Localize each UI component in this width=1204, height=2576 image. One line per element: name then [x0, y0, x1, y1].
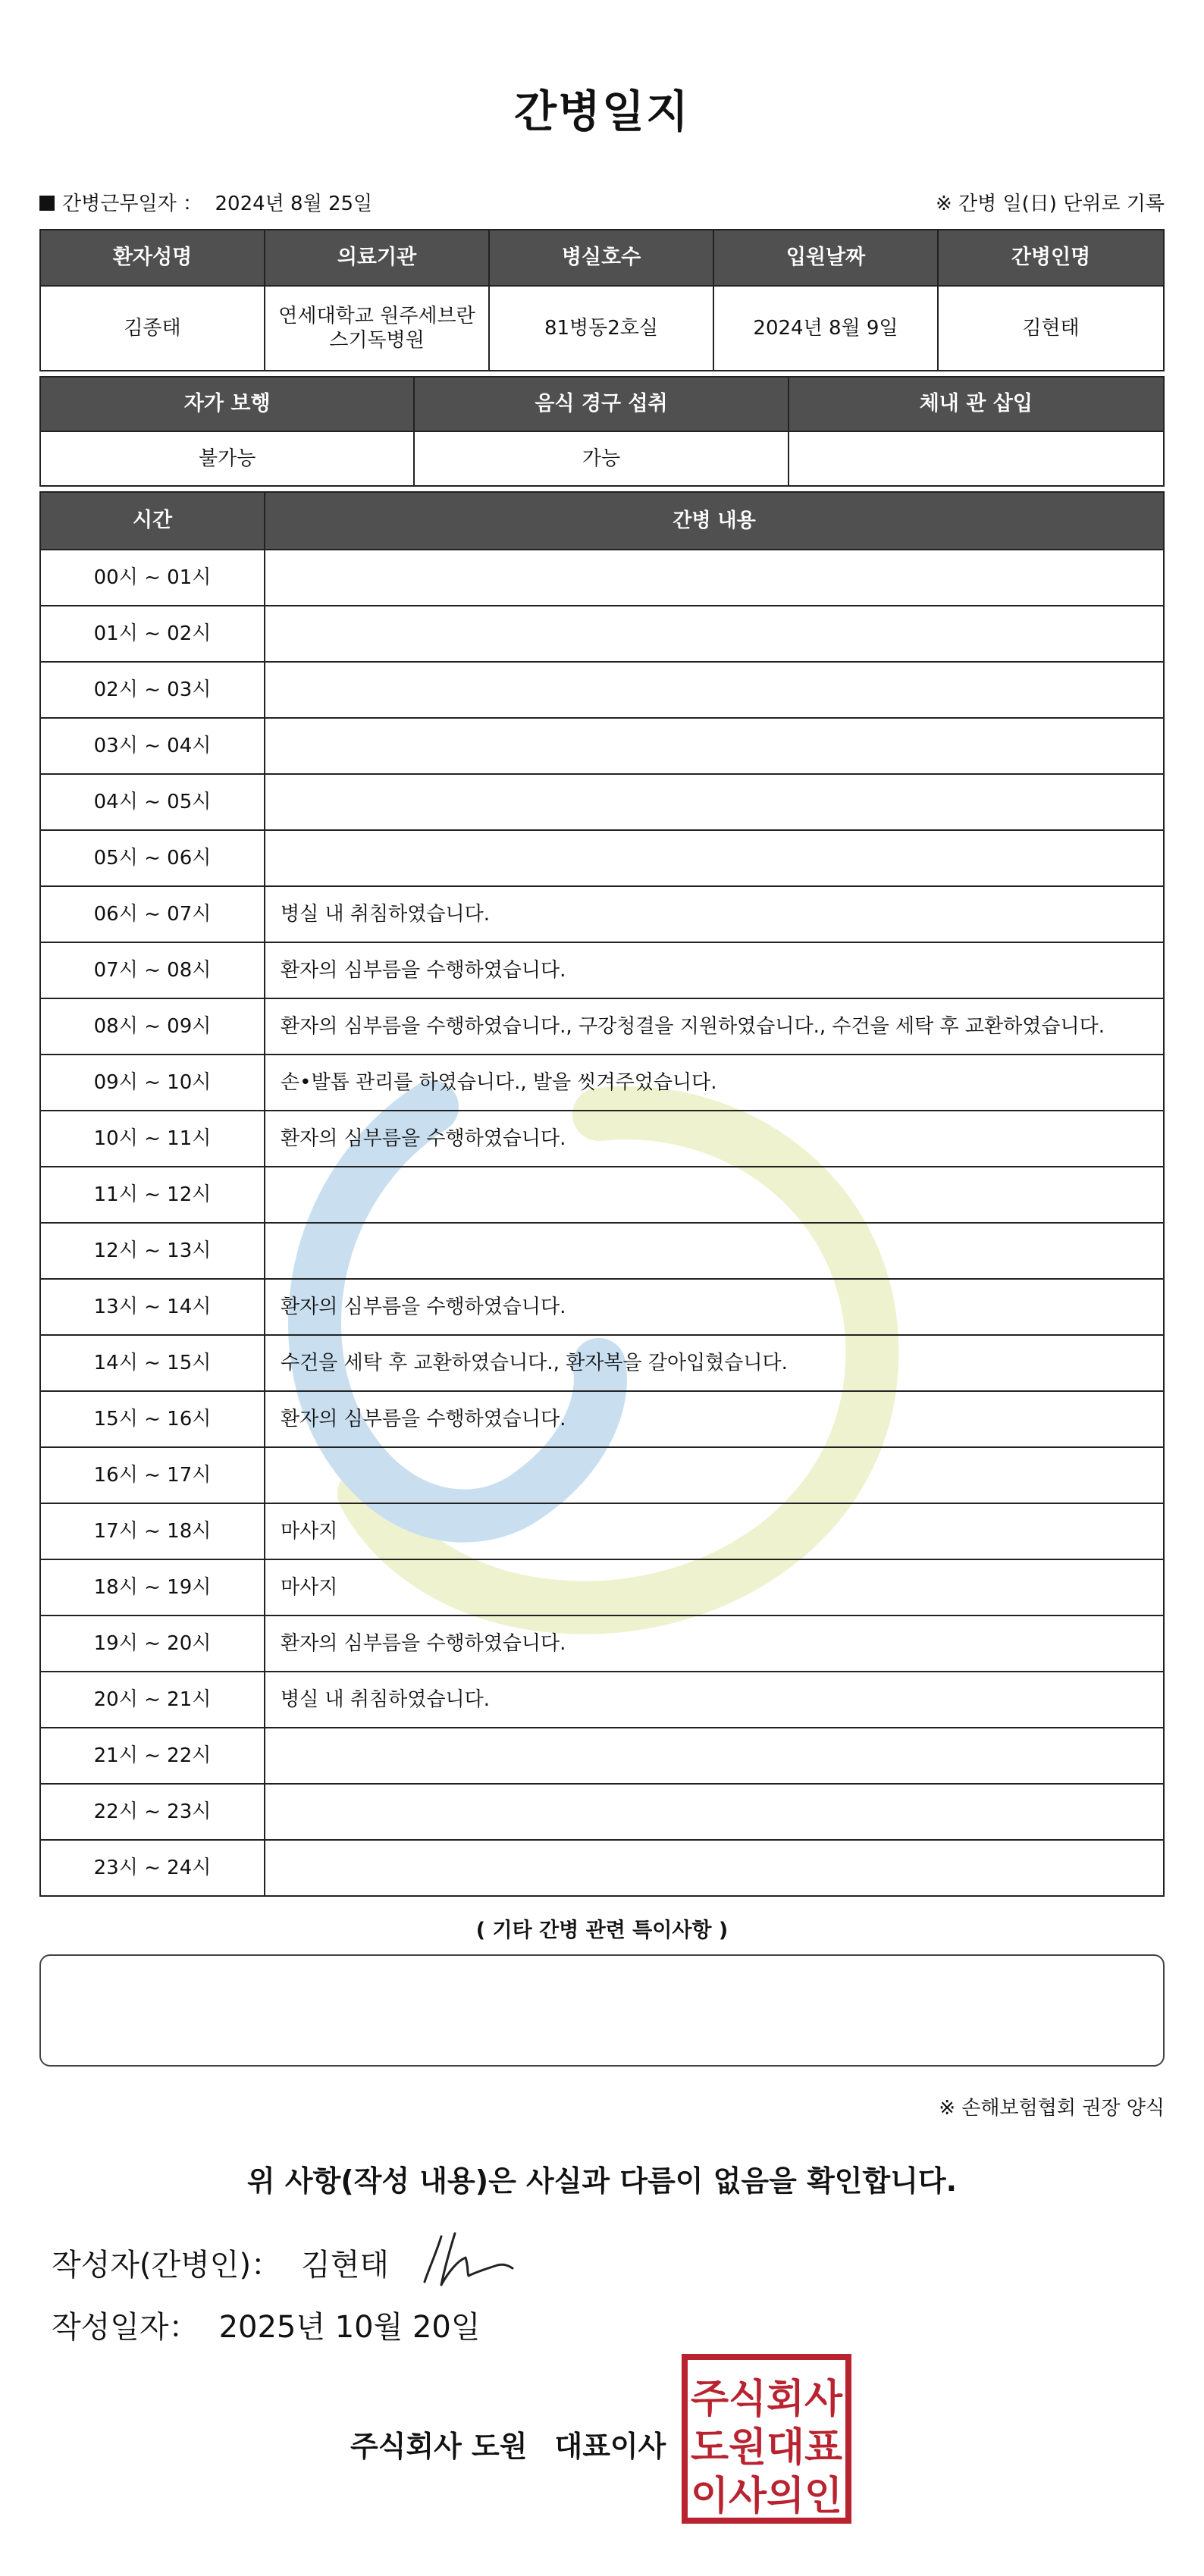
- special-notes-box: [39, 1954, 1165, 2067]
- log-content-cell: 환자의 심부름을 수행하였습니다.: [281, 1127, 566, 1150]
- log-content-cell: [265, 1167, 1163, 1222]
- written-date-line: [52, 2303, 481, 2346]
- log-content-cell: 환자의 심부름을 수행하였습니다., 구강청결을 지원하였습니다., 수건을 세탁 후 교환하였습니다.: [281, 1014, 1105, 1038]
- log-row: [41, 1783, 1163, 1839]
- condition-value-row: [41, 431, 1163, 485]
- log-time-cell: 18시 ~ 19시: [41, 1560, 265, 1615]
- log-time-cell: 11시 ~ 12시: [41, 1167, 265, 1222]
- log-row: [41, 661, 1163, 717]
- company-seal-stamp: [681, 2353, 852, 2524]
- handwritten-signature: [419, 2221, 517, 2297]
- log-row: [41, 1390, 1163, 1446]
- log-row: [41, 1278, 1163, 1334]
- log-row: [41, 1559, 1163, 1615]
- log-row: [41, 829, 1163, 885]
- room-number: 81병동2호실: [490, 287, 714, 370]
- header-time: 시간: [41, 493, 265, 549]
- patient-condition-table: [39, 376, 1165, 487]
- log-content-cell: 손•발톱 관리를 하였습니다., 발을 씻겨주었습니다.: [281, 1070, 717, 1094]
- log-time-cell: 04시 ~ 05시: [41, 775, 265, 829]
- header-patient-name: 환자성명: [41, 230, 265, 285]
- log-content-cell: [265, 831, 1163, 885]
- company-signature-line: [350, 2423, 666, 2465]
- log-time-cell: 17시 ~ 18시: [41, 1504, 265, 1559]
- log-row: [41, 885, 1163, 942]
- header-admission-date: 입원날짜: [714, 230, 939, 285]
- log-row: [41, 998, 1163, 1054]
- confirmation-statement: 위 사항(작성 내용)은 사실과 다름이 없음을 확인합니다.: [246, 2164, 958, 2198]
- header-self-walking: 자가 보행: [41, 378, 415, 431]
- square-bullet-icon: [39, 196, 55, 211]
- log-row: [41, 942, 1163, 998]
- written-date-value: 2025년 10월 20일: [218, 2310, 481, 2345]
- document-title: 간병일지: [513, 86, 691, 137]
- medical-institution: 연세대학교 원주세브란스기독병원: [265, 287, 490, 370]
- log-row: [41, 1503, 1163, 1559]
- log-content-cell: 병실 내 취침하였습니다.: [281, 1688, 490, 1711]
- log-content-cell: [265, 1448, 1163, 1503]
- caregiver-name: 김현태: [1022, 316, 1080, 340]
- admission-date: 2024년 8월 9일: [714, 287, 939, 370]
- log-time-cell: 20시 ~ 21시: [41, 1672, 265, 1727]
- log-row: [41, 773, 1163, 829]
- header-care-content: 간병 내용: [265, 493, 1163, 549]
- log-time-cell: 07시 ~ 08시: [41, 943, 265, 998]
- log-content-cell: 환자의 심부름을 수행하였습니다.: [281, 1631, 566, 1655]
- log-header-row: [41, 493, 1163, 549]
- writer-name: 김현태: [301, 2248, 389, 2283]
- log-row: [41, 1222, 1163, 1278]
- log-time-cell: 13시 ~ 14시: [41, 1280, 265, 1334]
- log-row: [41, 1334, 1163, 1390]
- work-date-line: [39, 188, 372, 216]
- log-content-cell: 환자의 심부름을 수행하였습니다.: [281, 1407, 566, 1431]
- log-time-cell: 01시 ~ 02시: [41, 606, 265, 661]
- seal-text-line: 이사의인: [691, 2474, 842, 2519]
- self-walking-value: 불가능: [41, 432, 415, 485]
- log-content-cell: [265, 1728, 1163, 1783]
- log-content-cell: 병실 내 취침하였습니다.: [281, 902, 490, 926]
- log-time-cell: 21시 ~ 22시: [41, 1728, 265, 1783]
- log-content-cell: [265, 1841, 1163, 1895]
- log-time-cell: 19시 ~ 20시: [41, 1616, 265, 1671]
- record-unit-note: ※ 간병 일(日) 단위로 기록: [935, 193, 1165, 215]
- log-time-cell: 12시 ~ 13시: [41, 1224, 265, 1278]
- hourly-care-log-table: [39, 491, 1165, 1897]
- work-date-label: 간병근무일자 ：: [62, 193, 202, 215]
- log-content-cell: [265, 663, 1163, 717]
- log-time-cell: 14시 ~ 15시: [41, 1336, 265, 1390]
- log-content-cell: 마사지: [281, 1519, 338, 1543]
- log-time-cell: 00시 ~ 01시: [41, 550, 265, 605]
- oral-intake-value: 가능: [415, 432, 789, 485]
- patient-name: 김종태: [41, 287, 265, 370]
- seal-text-line: 도원대표: [691, 2425, 842, 2471]
- log-time-cell: 02시 ~ 03시: [41, 663, 265, 717]
- written-date-label: 작성일자：: [52, 2310, 199, 2345]
- log-row: [41, 1727, 1163, 1783]
- log-content-cell: [265, 1224, 1163, 1278]
- writer-label: 작성자(간병인)：: [52, 2248, 282, 2283]
- log-time-cell: 05시 ~ 06시: [41, 831, 265, 885]
- log-row: [41, 1166, 1163, 1222]
- log-row: [41, 605, 1163, 661]
- log-row: [41, 549, 1163, 605]
- header-medical-institution: 의료기관: [265, 230, 490, 285]
- log-row: [41, 1839, 1163, 1895]
- log-time-cell: 06시 ~ 07시: [41, 887, 265, 942]
- log-time-cell: 15시 ~ 16시: [41, 1392, 265, 1446]
- log-content-cell: [265, 606, 1163, 661]
- header-room-number: 병실호수: [490, 230, 714, 285]
- log-content-cell: [265, 550, 1163, 605]
- log-time-cell: 03시 ~ 04시: [41, 719, 265, 773]
- tube-insertion-value: [789, 432, 1163, 485]
- special-notes-title: ( 기타 간병 관련 특이사항 ): [475, 1919, 729, 1942]
- company-representative-title: 대표이사: [554, 2430, 666, 2463]
- log-row: [41, 1110, 1163, 1166]
- work-date-value: 2024년 8월 25일: [215, 193, 373, 215]
- header-tube-insertion: 체내 관 삽입: [789, 378, 1163, 431]
- writer-line: [52, 2241, 389, 2284]
- log-content-cell: 환자의 심부름을 수행하였습니다.: [281, 1295, 566, 1318]
- log-content-cell: [265, 775, 1163, 829]
- log-row: [41, 1054, 1163, 1110]
- log-time-cell: 16시 ~ 17시: [41, 1448, 265, 1503]
- header-caregiver-name: 간병인명: [939, 230, 1163, 285]
- log-time-cell: 22시 ~ 23시: [41, 1785, 265, 1839]
- log-content-cell: 환자의 심부름을 수행하였습니다.: [281, 958, 566, 982]
- log-row: [41, 717, 1163, 773]
- log-row: [41, 1446, 1163, 1503]
- log-time-cell: 10시 ~ 11시: [41, 1111, 265, 1166]
- log-content-cell: 마사지: [281, 1575, 338, 1599]
- company-name: 주식회사 도원: [350, 2430, 528, 2463]
- log-time-cell: 08시 ~ 09시: [41, 999, 265, 1054]
- log-content-cell: [265, 1785, 1163, 1839]
- header-oral-intake: 음식 경구 섭취: [415, 378, 789, 431]
- patient-info-table: [39, 229, 1165, 371]
- log-time-cell: 09시 ~ 10시: [41, 1055, 265, 1110]
- log-row: [41, 1671, 1163, 1727]
- log-row: [41, 1615, 1163, 1671]
- log-time-cell: 23시 ~ 24시: [41, 1841, 265, 1895]
- log-content-cell: 수건을 세탁 후 교환하였습니다., 환자복을 갈아입혔습니다.: [281, 1351, 788, 1374]
- log-content-cell: [265, 719, 1163, 773]
- patient-info-header-row: [41, 230, 1163, 285]
- form-source-note: ※ 손해보험협회 권장 양식: [939, 2097, 1165, 2120]
- condition-header-row: [41, 378, 1163, 431]
- seal-text-line: 주식회사: [691, 2377, 843, 2422]
- patient-info-value-row: [41, 285, 1163, 370]
